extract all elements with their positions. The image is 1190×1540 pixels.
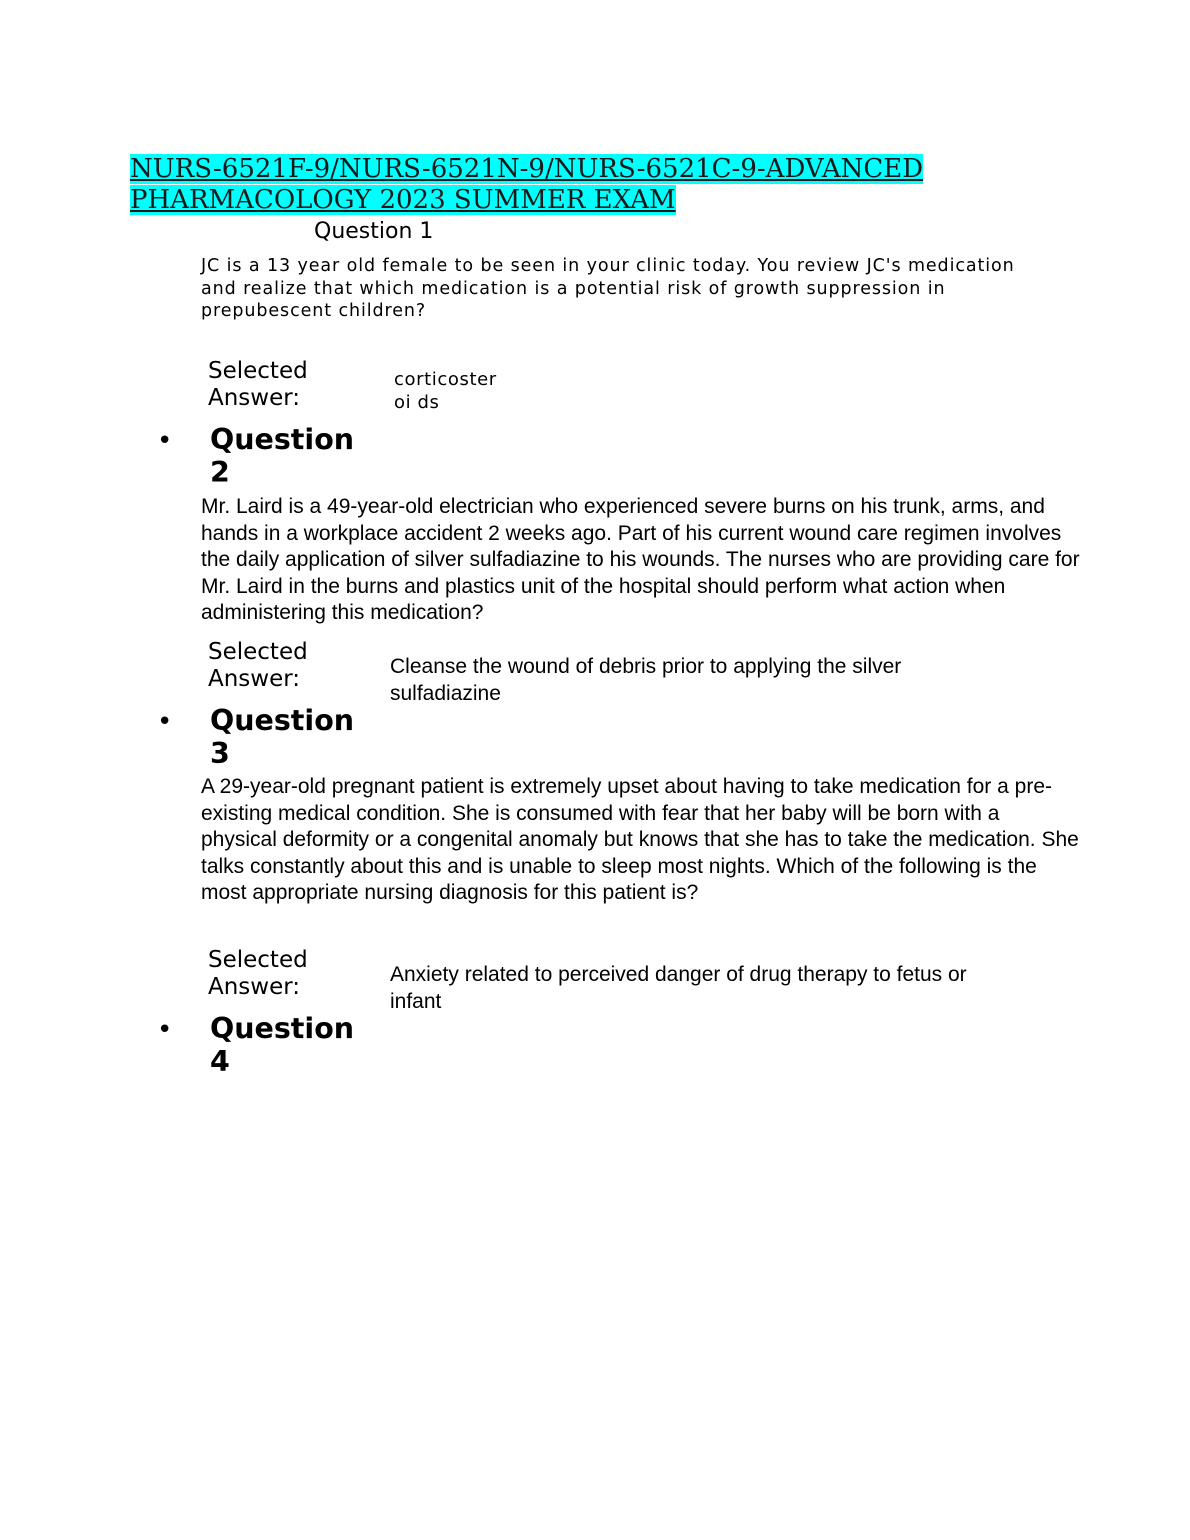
question-1-answer	[394, 368, 534, 414]
question-1-answer-line-1: corticoster	[394, 369, 497, 390]
title-line-1: NURS-6521F-9/NURS-6521N-9/NURS-6521C-9-ADVANCED	[130, 154, 924, 184]
question-3-text: A 29-year-old pregnant patient is extremely upset about having to take medication for a pre-existing medical condition. She is consumed with fear that her baby will be born with a physical deformity or a congenital anomaly but knows that she has to take the medication. She talks constantly about this and is unable to sleep most nights. Which of the following is the most appropriate nursing diagnosis for this patient is?	[201, 775, 1079, 904]
question-3-heading	[210, 704, 410, 770]
question-2-answer: Cleanse the wound of debris prior to applying the silver sulfadiazine	[390, 655, 902, 705]
document-title	[130, 154, 923, 216]
question-2-heading-word: Question	[210, 423, 355, 456]
question-1-heading: Question 1	[314, 219, 434, 244]
question-2-text: Mr. Laird is a 49-year-old electrician who experienced severe burns on his trunk, arms, and hands in a workplace accident 2 weeks ago. Part of his current wound care regimen involves the daily application of silver sulfadiazine to his wounds. The nurses who are providing care for Mr. Laird in the burns and plastics unit of the hospital should perform what action when administering this medication?	[201, 495, 1080, 624]
title-line-2: PHARMACOLOGY 2023 SUMMER EXAM	[130, 185, 676, 215]
question-2-heading-number: 2	[210, 456, 230, 489]
question-2-selected-label: Selected Answer:	[208, 639, 308, 692]
question-3-bullet: •	[157, 707, 173, 737]
question-1-answer-line-2: oi ds	[394, 392, 440, 413]
question-3-heading-number: 3	[210, 737, 230, 770]
question-3-selected-label: Selected Answer:	[208, 947, 308, 1000]
question-1-selected-label: Selected Answer:	[208, 358, 308, 411]
question-4-bullet: •	[157, 1015, 173, 1045]
question-4-heading-number: 4	[210, 1045, 230, 1078]
question-1-text: JC is a 13 year old female to be seen in your clinic today. You review JC's medication and realize that which medication is a potential risk of growth suppression in prepubescent children?	[201, 256, 1015, 321]
question-2-bullet: •	[157, 426, 173, 456]
question-2-heading	[210, 423, 410, 489]
question-4-heading	[210, 1012, 410, 1078]
question-3-answer: Anxiety related to perceived danger of drug therapy to fetus or infant	[390, 963, 967, 1013]
question-3-heading-word: Question	[210, 704, 355, 737]
question-4-heading-word: Question	[210, 1012, 355, 1045]
